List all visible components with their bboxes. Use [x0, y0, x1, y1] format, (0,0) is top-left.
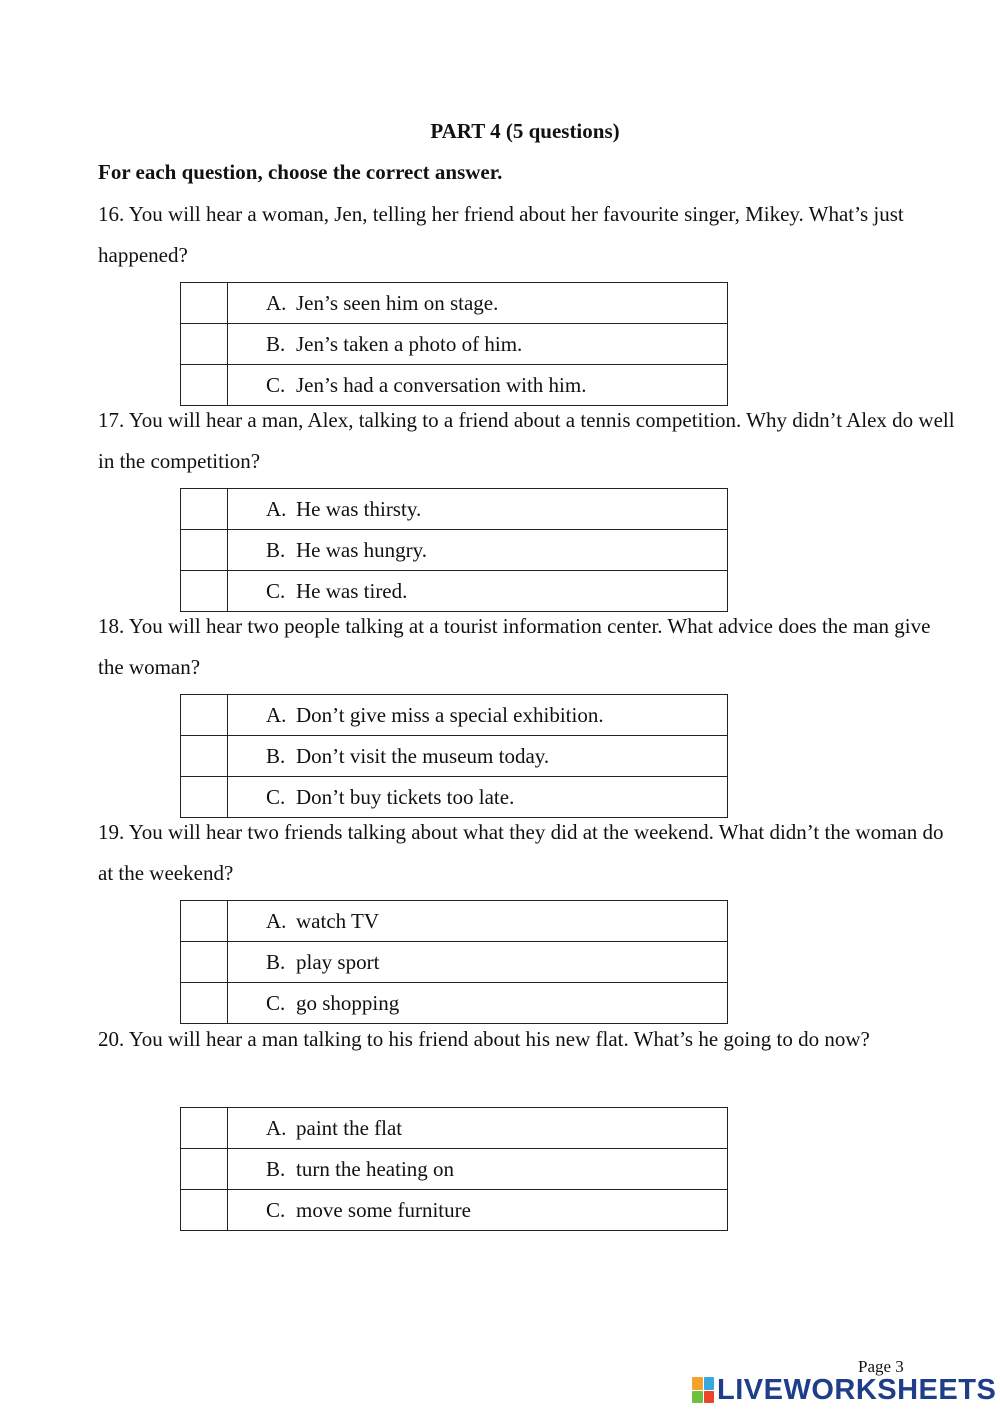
answer-box[interactable] — [181, 983, 228, 1024]
option-text: play sport — [296, 949, 380, 974]
option-text: paint the flat — [296, 1115, 403, 1140]
option-label — [228, 942, 728, 983]
option-label — [228, 736, 728, 777]
answer-box[interactable] — [181, 1108, 228, 1149]
option-row — [181, 1108, 728, 1149]
answer-box[interactable] — [181, 283, 228, 324]
question-19-options — [180, 900, 728, 1024]
option-text: go shopping — [296, 990, 400, 1015]
answer-box[interactable] — [181, 942, 228, 983]
question-18-options — [180, 694, 728, 818]
option-text: turn the heating on — [296, 1156, 455, 1181]
option-letter: B. — [266, 1156, 286, 1181]
question-17-options — [180, 488, 728, 612]
liveworksheets-logo[interactable] — [692, 1374, 996, 1406]
option-letter: C. — [266, 372, 286, 397]
option-label — [228, 901, 728, 942]
option-row — [181, 983, 728, 1024]
option-letter: A. — [266, 1115, 287, 1140]
question-16-prompt: 16. You will hear a woman, Jen, telling her friend about her favourite singer, Mikey. What’s just happened? — [98, 202, 904, 267]
option-row — [181, 530, 728, 571]
logo-mark-icon — [692, 1377, 714, 1403]
option-row — [181, 1190, 728, 1231]
option-letter: A. — [266, 496, 287, 521]
option-text: Don’t give miss a special exhibition. — [296, 702, 604, 727]
option-text: Jen’s seen him on stage. — [296, 290, 499, 315]
option-letter: C. — [266, 784, 286, 809]
answer-box[interactable] — [181, 324, 228, 365]
option-letter: C. — [266, 578, 286, 603]
option-text: He was thirsty. — [296, 496, 422, 521]
option-letter: B. — [266, 331, 286, 356]
part-title: PART 4 (5 questions) — [430, 119, 620, 143]
option-label — [228, 530, 728, 571]
option-row — [181, 1149, 728, 1190]
option-row — [181, 942, 728, 983]
answer-box[interactable] — [181, 1149, 228, 1190]
question-17-prompt: 17. You will hear a man, Alex, talking to a friend about a tennis competition. Why didn’t Alex do well in the competition? — [98, 408, 955, 473]
option-row — [181, 489, 728, 530]
option-letter: B. — [266, 537, 286, 562]
question-18-prompt: 18. You will hear two people talking at a tourist information center. What advice does the man give the woman? — [98, 614, 931, 679]
option-row — [181, 901, 728, 942]
option-label — [228, 1149, 728, 1190]
option-letter: B. — [266, 949, 286, 974]
logo-square — [692, 1377, 703, 1390]
logo-text: LIVEWORKSHEETS — [717, 1373, 997, 1406]
answer-box[interactable] — [181, 695, 228, 736]
page-number: Page 3 — [858, 1357, 904, 1376]
option-row — [181, 736, 728, 777]
option-label — [228, 1108, 728, 1149]
option-label — [228, 983, 728, 1024]
logo-square — [692, 1391, 703, 1404]
answer-box[interactable] — [181, 736, 228, 777]
option-text: Don’t visit the museum today. — [296, 743, 550, 768]
option-label — [228, 283, 728, 324]
answer-box[interactable] — [181, 901, 228, 942]
option-letter: C. — [266, 990, 286, 1015]
option-row — [181, 695, 728, 736]
question-20-prompt: 20. You will hear a man talking to his friend about his new flat. What’s he going to do now? — [98, 1027, 870, 1051]
option-text: He was hungry. — [296, 537, 428, 562]
option-letter: C. — [266, 1197, 286, 1222]
option-text: Jen’s taken a photo of him. — [296, 331, 523, 356]
option-label — [228, 695, 728, 736]
option-letter: A. — [266, 908, 287, 933]
option-letter: A. — [266, 702, 287, 727]
option-label — [228, 324, 728, 365]
question-19-prompt: 19. You will hear two friends talking about what they did at the weekend. What didn’t the woman do at the weekend? — [98, 820, 944, 885]
answer-box[interactable] — [181, 530, 228, 571]
logo-square — [704, 1377, 715, 1390]
option-text: Jen’s had a conversation with him. — [296, 372, 587, 397]
instruction: For each question, choose the correct answer. — [98, 160, 503, 184]
option-letter: A. — [266, 290, 287, 315]
option-text: He was tired. — [296, 578, 408, 603]
question-16-options — [180, 282, 728, 406]
answer-box[interactable] — [181, 489, 228, 530]
option-row — [181, 324, 728, 365]
question-20-options — [180, 1107, 728, 1231]
option-text: Don’t buy tickets too late. — [296, 784, 515, 809]
logo-square — [704, 1391, 715, 1404]
option-label — [228, 1190, 728, 1231]
option-label — [228, 489, 728, 530]
option-text: move some furniture — [296, 1197, 471, 1222]
answer-box[interactable] — [181, 1190, 228, 1231]
option-text: watch TV — [296, 908, 380, 933]
option-letter: B. — [266, 743, 286, 768]
option-row — [181, 283, 728, 324]
